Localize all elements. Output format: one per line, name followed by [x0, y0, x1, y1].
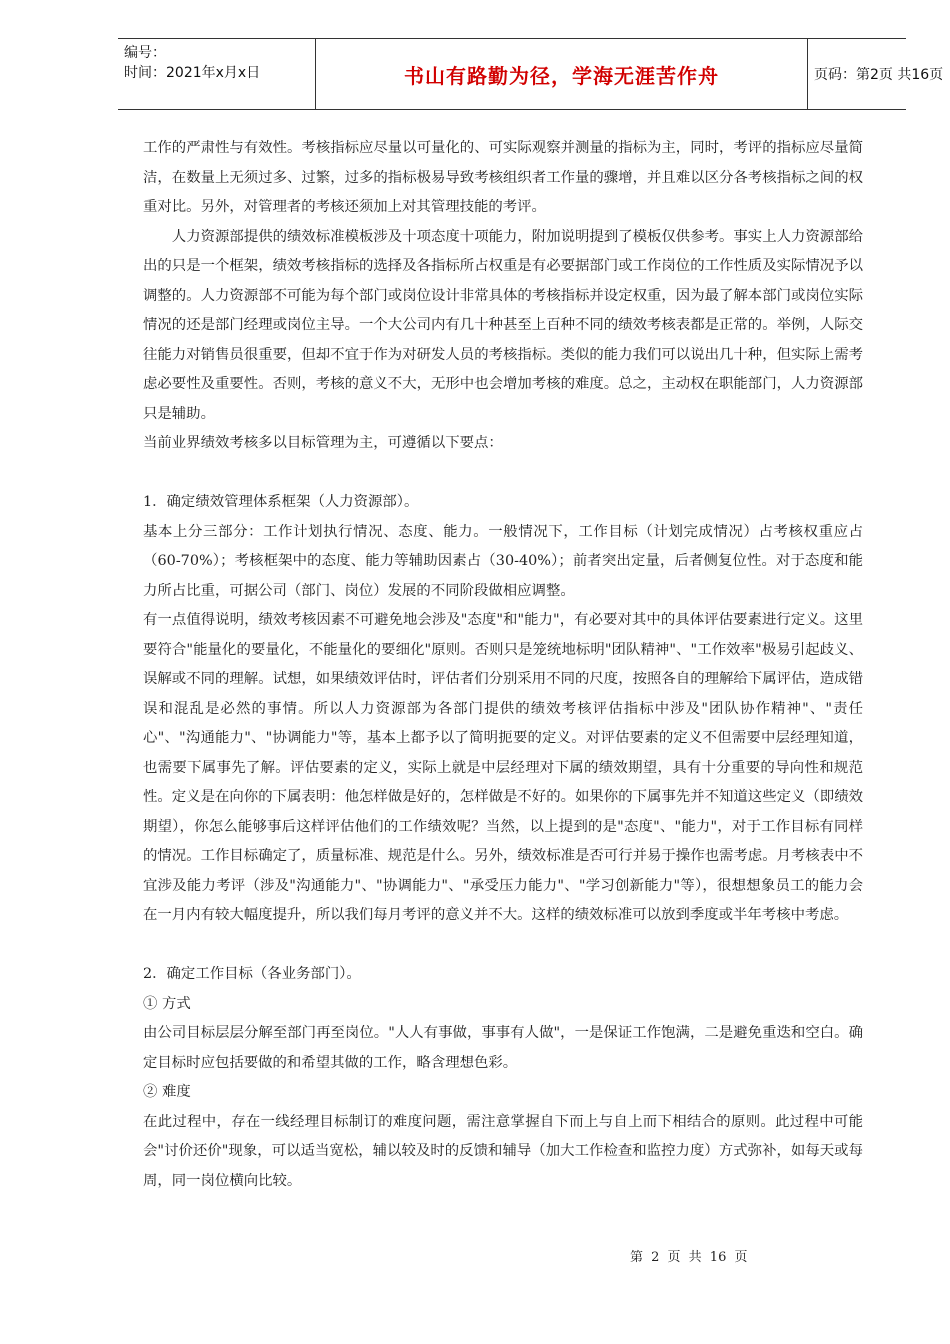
body-paragraph: 基本上分三部分：工作计划执行情况、态度、能力。一般情况下，工作目标（计划完成情况）占考核权重应占（60-70%）；考核框架中的态度、能力等辅助因素占（30-40%）；前者突出定量，后者侧复位性。对于态度和能力所占比重，可据公司（部门、岗位）发展的不同阶段做相应调整。 [143, 523, 863, 599]
page-header [118, 38, 944, 110]
section-heading: 1．确定绩效管理体系框架（人力资源部）。 [143, 494, 419, 510]
header-motto: 书山有路勤为径，学海无涯苦作舟 [316, 39, 808, 109]
page-footer: 第 2 页 共 16 页 [630, 1250, 748, 1265]
spacer [143, 931, 863, 961]
body-paragraph: 由公司目标层层分解至部门再至岗位。"人人有事做，事事有人做"，一是保证工作饱满，二是避免重迭和空白。确定目标时应包括要做的和希望其做的工作，略含理想色彩。 [143, 1025, 863, 1071]
subsection-heading: ② 难度 [143, 1084, 191, 1100]
body-paragraph: 人力资源部提供的绩效标准模板涉及十项态度十项能力，附加说明提到了模板仅供参考。事实上人力资源部给出的只是一个框架，绩效考核指标的选择及各指标所占权重是有必要据部门或工作岗位的工作性质及实际情况予以调整的。人力资源部不可能为每个部门或岗位设计非常具体的考核指标并设定权重，因为最了解本部门或岗位实际情况的还是部门经理或岗位主导。一个大公司内有几十种甚至上百种不同的绩效考核表都是正常的。举例，人际交往能力对销售员很重要，但却不宜于作为对研发人员的考核指标。类似的能力我们可以说出几十种，但实际上需考虑必要性及重要性。否则，考核的意义不大，无形中也会增加考核的难度。总之，主动权在职能部门，人力资源部只是辅助。 [143, 228, 863, 422]
document-body [143, 134, 863, 1196]
spacer [143, 459, 863, 489]
header-page-number: 页码：第2页 共16页 [814, 67, 944, 83]
body-paragraph: 当前业界绩效考核多以目标管理为主，可遵循以下要点： [143, 435, 503, 451]
document-number-label: 编号： [124, 45, 166, 61]
body-paragraph: 工作的严肃性与有效性。考核指标应尽量以可量化的、可实际观察并测量的指标为主，同时，考评的指标应尽量简洁，在数量上无须过多、过繁，过多的指标极易导致考核组织者工作量的骤增，并且难以区分各考核指标之间的权重对比。另外，对管理者的考核还须加上对其管理技能的考评。 [143, 140, 863, 215]
header-meta [118, 39, 316, 109]
section-heading: 2．确定工作目标（各业务部门）。 [143, 966, 361, 982]
body-paragraph: 在此过程中，存在一线经理目标制订的难度问题，需注意掌握自下而上与自上而下相结合的原则。此过程中可能会"讨价还价"现象，可以适当宽松，辅以较及时的反馈和辅导（加大工作检查和监控力度）方式弥补，如每天或每周，同一岗位横向比较。 [143, 1113, 863, 1189]
document-time-label: 时间：2021年x月x日 [124, 65, 261, 81]
body-paragraph: 有一点值得说明，绩效考核因素不可避免地会涉及"态度"和"能力"，有必要对其中的具体评估要素进行定义。这里要符合"能量化的要量化，不能量化的要细化"原则。否则只是笼统地标明"团队精神"、"工作效率"极易引起歧义、误解或不同的理解。试想，如果绩效评估时，评估者们分别采用不同的尺度，按照各自的理解给下属评估，造成错误和混乱是必然的事情。所以人力资源部为各部门提供的绩效考核评估指标中涉及"团队协作精神"、"责任心"、"沟通能力"、"协调能力"等，基本上都予以了简明扼要的定义。对评估要素的定义不但需要中层经理知道，也需要下属事先了解。评估要素的定义，实际上就是中层经理对下属的绩效期望，具有十分重要的导向性和规范性。定义是在向你的下属表明：他怎样做是好的，怎样做是不好的。如果你的下属事先并不知道这些定义（即绩效期望），你怎么能够事后这样评估他们的工作绩效呢？当然，以上提到的是"态度"、"能力"，对于工作目标有同样的情况。工作目标确定了，质量标准、规范是什么。另外，绩效标准是否可行并易于操作也需考虑。月考核表中不宜涉及能力考评（涉及"沟通能力"、"协调能力"、"承受压力能力"、"学习创新能力"等），很想想象员工的能力会在一月内有较大幅度提升，所以我们每月考评的意义并不大。这样的绩效标准可以放到季度或半年考核中考虑。 [143, 612, 863, 923]
subsection-heading: ① 方式 [143, 995, 191, 1012]
